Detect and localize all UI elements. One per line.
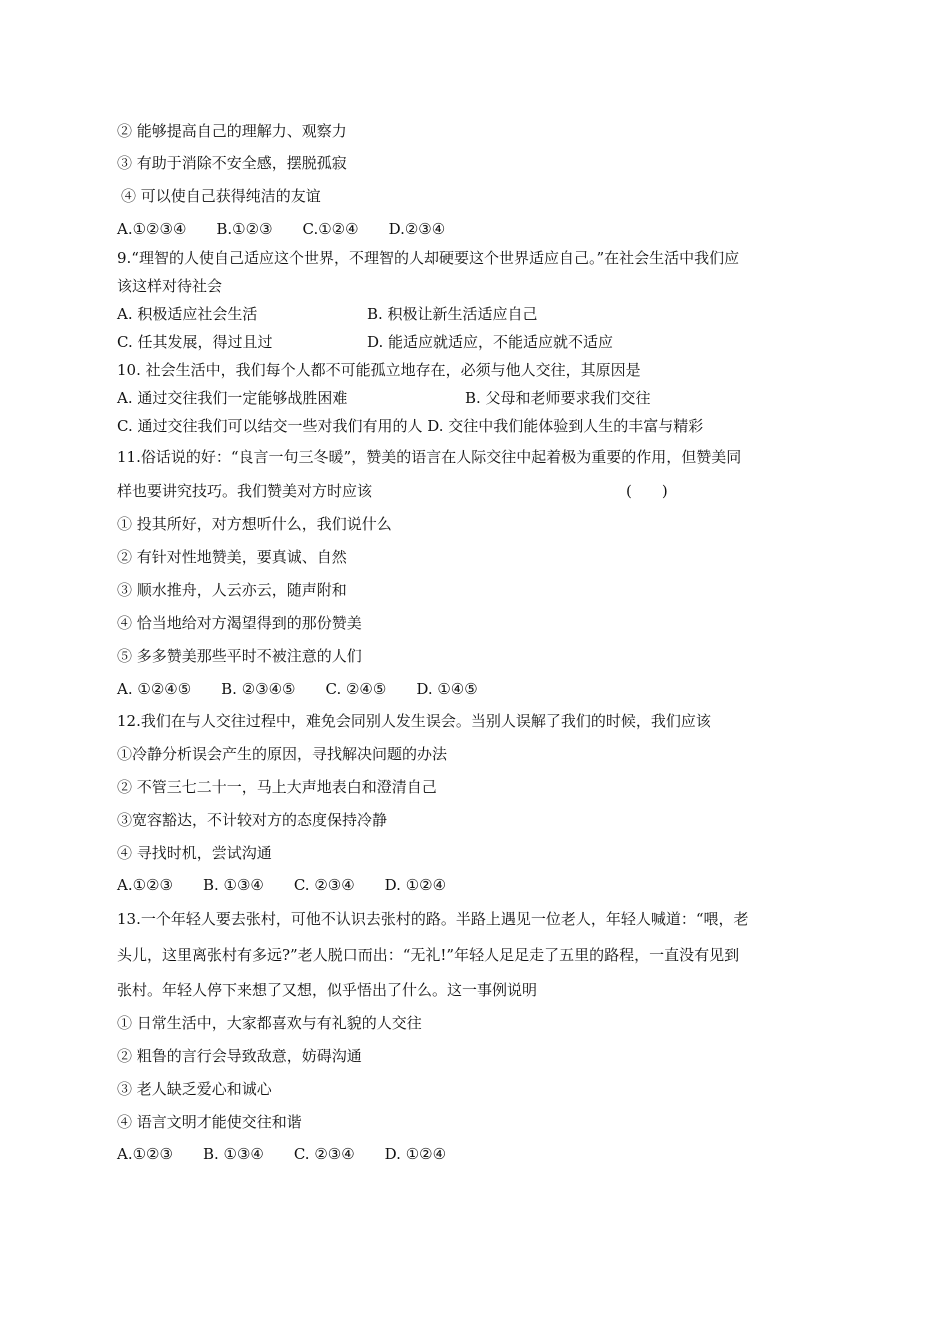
q13-item-3: ③ 老人缺乏爱心和诚心 (117, 1080, 272, 1098)
q12-item-2: ② 不管三七二十一，马上大声地表白和澄清自己 (117, 778, 437, 796)
q9-stem-line2: 该这样对待社会 (117, 277, 223, 295)
q11-options: A. ①②④⑤ B. ②③④⑤ C. ②④⑤ D. ①④⑤ (117, 680, 478, 698)
q11-answer-bracket: ( ) (626, 482, 668, 500)
q8-item-2: ② 能够提高自己的理解力、观察力 (117, 122, 347, 140)
q11-stem-line1: 11.俗话说的好：“良言一句三冬暖”，赞美的语言在人际交往中起着极为重要的作用，但赞美同 (117, 448, 742, 466)
q13-options: A.①②③ B. ①③④ C. ②③④ D. ①②④ (117, 1145, 447, 1163)
q13-item-1: ① 日常生活中，大家都喜欢与有礼貌的人交往 (117, 1014, 422, 1032)
q9-option-c: C. 任其发展，得过且过 (117, 333, 273, 351)
q10-option-a: A. 通过交往我们一定能够战胜困难 (117, 389, 348, 407)
q11-stem-line2: 样也要讲究技巧。我们赞美对方时应该 (117, 482, 373, 500)
q9-option-b: B. 积极让新生活适应自己 (367, 305, 538, 323)
q11-item-3: ③ 顺水推舟，人云亦云，随声附和 (117, 581, 347, 599)
q8-item-4: ④ 可以使自己获得纯洁的友谊 (121, 187, 321, 205)
q12-item-1: ①冷静分析误会产生的原因，寻找解决问题的办法 (117, 745, 448, 763)
q9-option-d: D. 能适应就适应，不能适应就不适应 (367, 333, 614, 351)
q11-item-2: ② 有针对性地赞美，要真诚、自然 (117, 548, 347, 566)
q12-item-4: ④ 寻找时机，尝试沟通 (117, 844, 272, 862)
q13-item-4: ④ 语言文明才能使交往和谐 (117, 1113, 302, 1131)
q13-stem-line1: 13.一个年轻人要去张村，可他不认识去张村的路。半路上遇见一位老人，年轻人喊道：“喂，老 (117, 910, 749, 928)
q12-stem: 12.我们在与人交往过程中，难免会同别人发生误会。当别人误解了我们的时候，我们应该 (117, 712, 711, 730)
q12-options: A.①②③ B. ①③④ C. ②③④ D. ①②④ (117, 876, 447, 894)
q11-item-1: ① 投其所好，对方想听什么，我们说什么 (117, 515, 392, 533)
q12-item-3: ③宽容豁达，不计较对方的态度保持冷静 (117, 811, 388, 829)
q8-item-3: ③ 有助于消除不安全感，摆脱孤寂 (117, 154, 347, 172)
q9-stem-line1: 9.“理智的人使自己适应这个世界，不理智的人却硬要这个世界适应自己。”在社会生活中我们应 (117, 249, 740, 267)
q10-stem: 10. 社会生活中，我们每个人都不可能孤立地存在，必须与他人交往，其原因是 (117, 361, 641, 379)
q11-item-5: ⑤ 多多赞美那些平时不被注意的人们 (117, 647, 362, 665)
q13-stem-line2: 头儿，这里离张村有多远?”老人脱口而出：“无礼!”年轻人足足走了五里的路程，一直没有见到 (117, 946, 740, 964)
q10-option-b: B. 父母和老师要求我们交往 (465, 389, 651, 407)
q10-option-cd: C. 通过交往我们可以结交一些对我们有用的人 D. 交往中我们能体验到人生的丰富与精彩 (117, 417, 704, 435)
q13-item-2: ② 粗鲁的言行会导致敌意，妨碍沟通 (117, 1047, 362, 1065)
q13-stem-line3: 张村。年轻人停下来想了又想，似乎悟出了什么。这一事例说明 (117, 981, 538, 999)
q8-options: A.①②③④ B.①②③ C.①②④ D.②③④ (117, 220, 446, 238)
q9-option-a: A. 积极适应社会生活 (117, 305, 258, 323)
q11-item-4: ④ 恰当地给对方渴望得到的那份赞美 (117, 614, 362, 632)
